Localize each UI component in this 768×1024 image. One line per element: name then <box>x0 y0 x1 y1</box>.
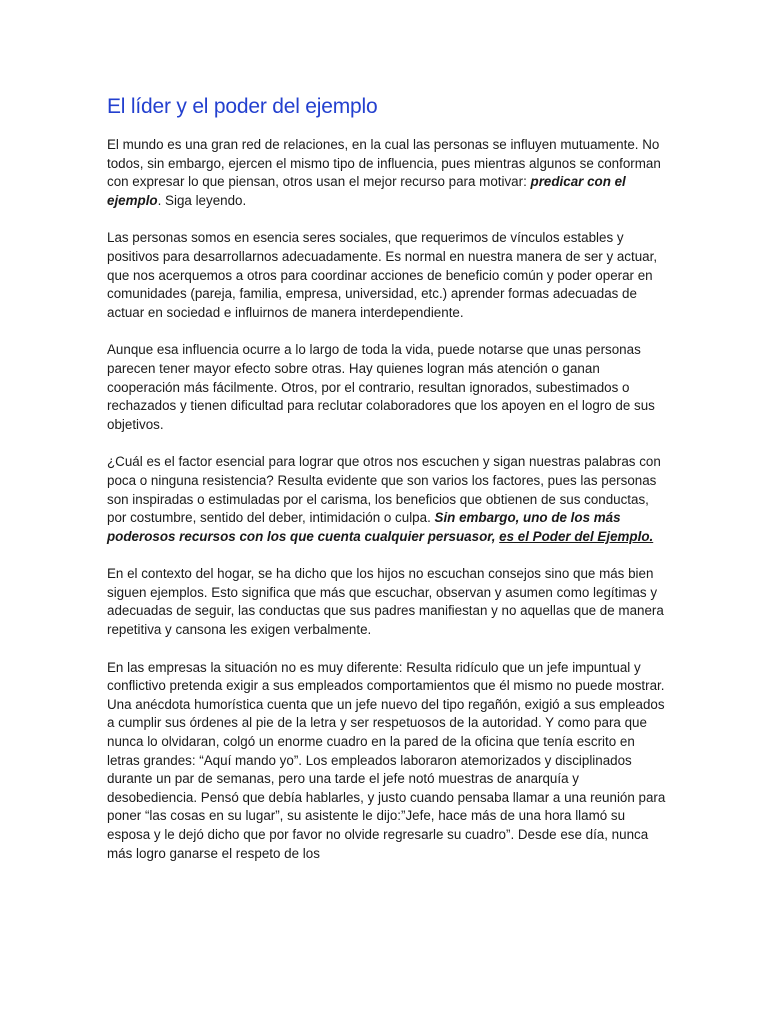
paragraph-4 <box>107 453 667 546</box>
paragraph-4-emphasis-underlined: es el Poder del Ejemplo. <box>499 528 654 544</box>
paragraph-1-after: . Siga leyendo. <box>157 192 247 208</box>
paragraph-5: En el contexto del hogar, se ha dicho que los hijos no escuchan consejos sino que más bien siguen ejemplos. Esto significa que más que escuchar, observan y asumen como legítimas y adecuadas de seguir, las conductas que sus padres manifiestan y no aquellas que de manera repetitiva y cansona les exigen verbalmente. <box>107 566 664 638</box>
paragraph-3: Aunque esa influencia ocurre a lo largo de toda la vida, puede notarse que unas personas parecen tener mayor efecto sobre otras. Hay quienes logran más atención o ganan cooperación más fácilmente. Otros, por el contrario, resultan ignorados, subestimados o rechazados y tienen dificultad para reclutar colaboradores que los apoyen en el logro de sus objetivos. <box>107 342 655 432</box>
article-title: El líder y el poder del ejemplo <box>107 95 378 118</box>
article <box>107 92 667 882</box>
paragraph-1-text: El mundo es una gran red de relaciones, en la cual las personas se influyen mutuamente. No todos, sin embargo, ejercen el mismo tipo de influencia, pues mientras algunos se conforman con expresar lo que piensan, otros usan el mejor recurso para motivar: <box>107 137 661 190</box>
paragraph-6: En las empresas la situación no es muy diferente: Resulta ridículo que un jefe impuntual y conflictivo pretenda exigir a sus empleados comportamientos que él mismo no puede mostrar. Una anécdota humorística cuenta que un jefe nuevo del tipo regañón, exigió a sus empleados a cumplir sus órdenes al pie de la letra y ser respetuosos de la autoridad. Y como para que nunca lo olvidaran, colgó un enorme cuadro en la pared de la oficina que tenía escrito en letras grandes: “Aquí mando yo”. Los empleados laboraron atemorizados y disciplinados durante un par de semanas, pero una tarde el jefe notó muestras de anarquía y desobediencia. Pensó que debía hablarles, y justo cuando pensaba llamar a una reunión para poner “las cosas en su lugar”, su asistente le dijo:”Jefe, hace más de una hora llamó su esposa y le dejó dicho que por favor no olvide regresarle su cuadro”. Desde ese día, nunca más logro ganarse el respeto de los <box>107 659 666 861</box>
paragraph-1 <box>107 136 667 210</box>
paragraph-4-emphasis: Sin embargo, uno de los más poderosos recursos con los que cuenta cualquier persuasor, <box>107 510 621 544</box>
paragraph-2: Las personas somos en esencia seres sociales, que requerimos de vínculos estables y positivos para desarrollarnos adecuadamente. Es normal en nuestra manera de ser y actuar, que nos acerquemos a otros para coordinar acciones de beneficio común y poder operar en comunidades (pareja, familia, empresa, universidad, etc.) aprender formas adecuadas de actuar en sociedad e influirnos de manera interdependiente. <box>107 230 658 320</box>
paragraph-4-text: ¿Cuál es el factor esencial para lograr que otros nos escuchen y sigan nuestras palabras con poca o ninguna resistencia? Resulta evidente que son varios los factores, pues las personas son inspiradas o estimuladas por el carisma, los beneficios que obtienen de sus conductas, por costumbre, sentido del deber, intimidación o culpa. <box>107 454 661 526</box>
paragraph-1-emphasis: predicar con el ejemplo <box>107 174 626 208</box>
